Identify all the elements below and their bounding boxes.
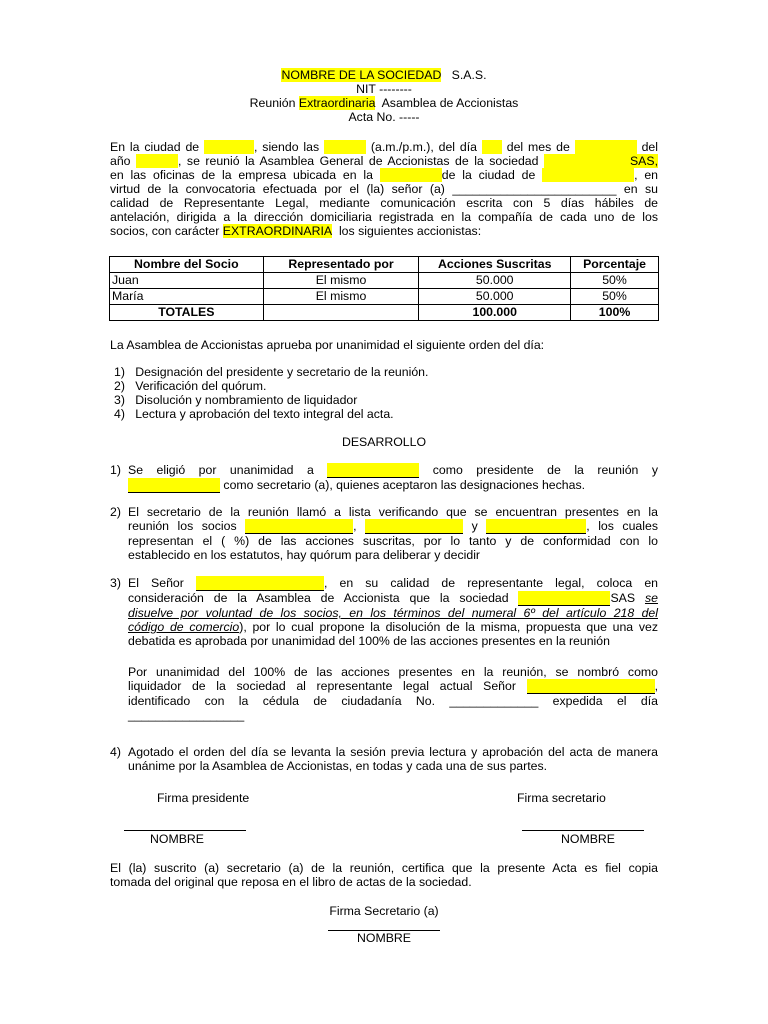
secretary-signature-line xyxy=(522,830,644,831)
agenda-intro: La Asamblea de Accionistas aprueba por unanimidad el siguiente orden del día: xyxy=(110,338,545,352)
table-cell: TOTALES xyxy=(110,305,264,321)
company-title xyxy=(0,68,768,82)
table-cell: María xyxy=(110,289,264,305)
table-cell: Juan xyxy=(110,273,264,289)
intro-line: calidad de Representante Legal, mediante comunicación escrita con 5 días hábiles de xyxy=(110,196,658,210)
intro-line: virtud de la convocatoria efectuada por el (la) señor (a) ________________________ en su xyxy=(110,182,658,196)
table-cell: 50.000 xyxy=(419,273,571,289)
table-cell: El mismo xyxy=(263,273,419,289)
nit-line: NIT -------- xyxy=(356,82,412,96)
item-number: 1) xyxy=(110,463,121,477)
intro-line: en las oficinas de la empresa ubicada en la de la ciudad de , en xyxy=(110,168,659,182)
agenda-item: 2) Verificación del quórum. xyxy=(114,379,267,393)
table-cell: 100% xyxy=(571,305,659,321)
secretary-name-label: NOMBRE xyxy=(561,832,615,846)
desarrollo-item-4: Agotado el orden del día se levanta la sesión previa lectura y aprobación del acta de manera unánime por la Asamblea de Accionistas, en todas y cada una de sus partes. xyxy=(128,745,658,773)
meeting-type: Extraordinaria xyxy=(298,96,376,110)
table-cell: 50% xyxy=(571,289,659,305)
president-signature-label: Firma presidente xyxy=(157,791,250,805)
intro-line: En la ciudad de , siendo las (a.m./p.m.), del día del mes de del xyxy=(110,140,658,154)
liquidator-paragraph: Por unanimidad del 100% de las acciones presentes en la reunión, se nombró como liquidador de la sociedad al representante legal actual Señor , identificado con la cédula de ciudadanía No. _____________ expedida el día _________________ xyxy=(128,665,658,722)
shareholders-table xyxy=(109,256,659,321)
item-number: 2) xyxy=(110,505,121,519)
table-cell: 50% xyxy=(571,273,659,289)
table-row xyxy=(110,273,659,289)
table-cell: 50.000 xyxy=(419,289,571,305)
acta-number: Acta No. ----- xyxy=(348,110,420,124)
certification-paragraph: El (la) suscrito (a) secretario (a) de la reunión, certifica que la presente Acta es fiel copia tomada del original que reposa en el libro de actas de la sociedad. xyxy=(110,861,658,889)
table-header: Nombre del Socio xyxy=(110,257,264,273)
table-cell: El mismo xyxy=(263,289,419,305)
meeting-suffix: Asamblea de Accionistas xyxy=(381,96,519,110)
desarrollo-item-2: El secretario de la reunión llamó a lista verificando que se encuentran presentes en la reunión los socios , y , los cuales representan el ( %) de las acciones suscritas, por lo tanto y de conformidad con lo establecido en los estatutos, hay quórum para deliberar y decidir xyxy=(128,505,658,562)
intro-line: año , se reunió la Asamblea General de Accionistas de la sociedad SAS, xyxy=(110,154,659,168)
company-name: NOMBRE DE LA SOCIEDAD xyxy=(281,68,442,82)
item-number: 4) xyxy=(110,745,121,759)
agenda-item: 3) Disolución y nombramiento de liquidador xyxy=(114,393,358,407)
intro-paragraph xyxy=(110,140,658,238)
agenda-item: 1) Designación del presidente y secretario de la reunión. xyxy=(114,365,429,379)
meeting-prefix: Reunión xyxy=(249,96,296,110)
intro-line: antelación, dirigida a la dirección domiciliaria registrada en la compañía de cada uno de los xyxy=(110,210,658,224)
desarrollo-item-1: Se eligió por unanimidad a como presidente de la reunión y como secretario (a), quienes aceptaron las designaciones hechas. xyxy=(128,463,658,492)
table-row xyxy=(110,289,659,305)
secretary-signature-label: Firma secretario xyxy=(517,791,606,805)
agenda-item: 4) Lectura y aprobación del texto integral del acta. xyxy=(114,407,394,421)
desarrollo-item-3: El Señor , en su calidad de representante legal, coloca en consideración de la Asamblea de Accionista que la sociedad SAS se disuelve por voluntad de los socios, en los términos del numeral 6º del artículo 218 del código de comercio), por lo cual propone la disolución de la misma, propuesta que una vez debatida es aprobada por unanimidad del 100% de las acciones presentes en la reunión xyxy=(128,576,658,648)
desarrollo-title: DESARROLLO xyxy=(341,435,427,449)
table-cell xyxy=(263,305,419,321)
table-header: Acciones Suscritas xyxy=(419,257,571,273)
president-signature-line xyxy=(124,830,246,831)
table-header-row xyxy=(110,257,659,273)
meeting-line xyxy=(0,96,768,110)
item-number: 3) xyxy=(110,576,121,590)
intro-line: socios, con carácter EXTRAORDINARIA los siguientes accionistas: xyxy=(110,224,482,238)
table-header: Porcentaje xyxy=(571,257,659,273)
company-suffix: S.A.S. xyxy=(451,68,487,82)
certification-name-label: NOMBRE xyxy=(357,931,411,945)
table-header: Representado por xyxy=(263,257,419,273)
table-cell: 100.000 xyxy=(419,305,571,321)
certification-signature-label: Firma Secretario (a) xyxy=(329,904,439,918)
table-totals-row xyxy=(110,305,659,321)
president-name-label: NOMBRE xyxy=(150,832,204,846)
